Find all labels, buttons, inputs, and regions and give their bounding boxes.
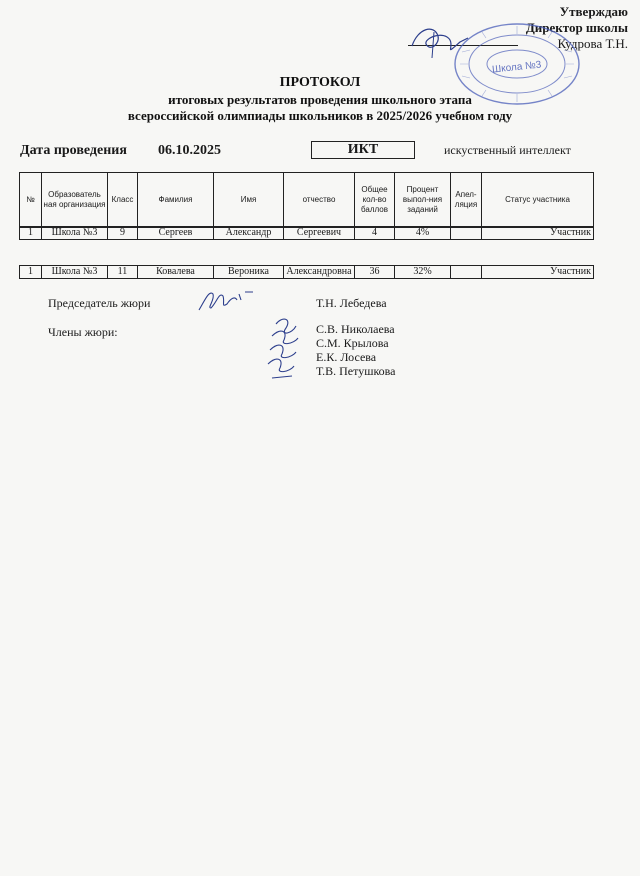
jury-members-label: Члены жюри: — [48, 325, 118, 339]
date-label: Дата проведения — [20, 143, 127, 158]
table-row — [20, 227, 594, 240]
header-surname: Фамилия — [138, 173, 214, 228]
header-score: Общее кол-во баллов — [355, 173, 395, 228]
header-class: Класс — [108, 173, 138, 228]
document-subtitle-1: итоговых результатов проведения школьного этапа — [168, 92, 472, 107]
header-appeal: Апел-ляция — [451, 173, 482, 228]
document-subtitle-2: всероссийской олимпиады школьников в 2025/2026 учебном году — [127, 108, 513, 123]
chair-signature — [195, 286, 255, 314]
cell-organization: Школа №3 — [42, 266, 108, 279]
cell-number: 1 — [20, 227, 42, 240]
cell-patronymic: Александровна — [284, 266, 355, 279]
header-organization: Образователь ная организация — [42, 173, 108, 228]
cell-status: Участник — [482, 227, 594, 240]
jury-member: Е.К. Лосева — [316, 350, 377, 364]
results-table-row-2 — [19, 265, 594, 279]
cell-status: Участник — [482, 266, 594, 279]
members-signatures — [262, 314, 308, 384]
cell-score: 4 — [355, 227, 395, 240]
stamp-text: Школа №3 — [491, 59, 542, 76]
cell-organization: Школа №3 — [42, 227, 108, 240]
cell-class: 11 — [108, 266, 138, 279]
cell-appeal — [451, 266, 482, 279]
jury-chair-name: Т.Н. Лебедева — [316, 296, 387, 310]
jury-member: Т.В. Петушкова — [316, 364, 396, 378]
header-number: № — [20, 173, 42, 228]
cell-percent: 32% — [395, 266, 451, 279]
jury-members-list — [316, 322, 396, 378]
results-table-row-1 — [19, 226, 594, 240]
cell-name: Вероника — [214, 266, 284, 279]
jury-chair-label: Председатель жюри — [48, 296, 151, 310]
subject-box: ИКТ — [311, 141, 415, 159]
cell-patronymic: Сергеевич — [284, 227, 355, 240]
header-percent: Процент выпол-ния заданий — [395, 173, 451, 228]
approval-position: Директор школы — [525, 20, 628, 35]
jury-member: С.В. Николаева — [316, 322, 395, 336]
document-title: ПРОТОКОЛ — [279, 75, 361, 90]
approval-title: Утверждаю — [559, 4, 628, 19]
approval-name: Кудрова Т.Н. — [557, 36, 628, 51]
results-table-header — [19, 172, 594, 228]
date-value: 06.10.2025 — [158, 143, 221, 158]
table-row — [20, 266, 594, 279]
cell-name: Александр — [214, 227, 284, 240]
header-status: Статус участника — [482, 173, 594, 228]
subject-name: искуственный интеллект — [444, 143, 571, 157]
header-name: Имя — [214, 173, 284, 228]
cell-surname: Сергеев — [138, 227, 214, 240]
cell-surname: Ковалева — [138, 266, 214, 279]
cell-appeal — [451, 227, 482, 240]
cell-score: 36 — [355, 266, 395, 279]
cell-percent: 4% — [395, 227, 451, 240]
cell-number: 1 — [20, 266, 42, 279]
cell-class: 9 — [108, 227, 138, 240]
jury-member: С.М. Крылова — [316, 336, 389, 350]
header-patronymic: отчество — [284, 173, 355, 228]
